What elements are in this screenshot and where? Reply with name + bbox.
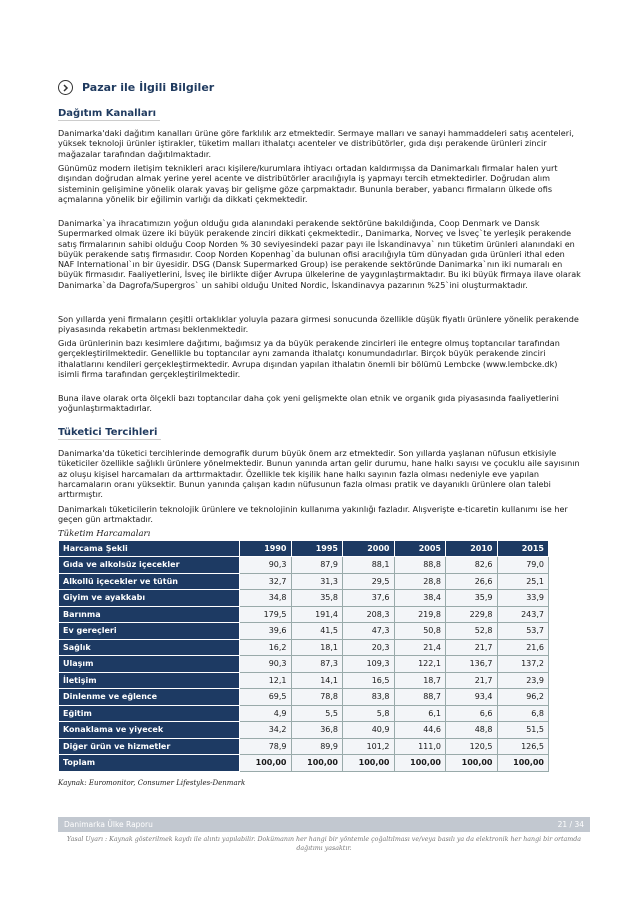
table-cell: 37,6 — [343, 590, 395, 607]
row-label: Diğer ürün ve hizmetler — [59, 738, 240, 755]
table-cell: 229,8 — [446, 606, 498, 623]
heading-dagitim: Dağıtım Kanalları — [58, 108, 157, 119]
row-label: Toplam — [59, 755, 240, 772]
table-cell: 88,8 — [394, 557, 446, 574]
paragraph: Danimarka'da tüketici tercihlerinde demografik durum büyük önem arz etmektedir. Son yıllarda yaşlanan nüfusun etkisiyle tüketiciler özellikle sağlıklı ürünlere yönelmektedir. Bunun yanında artan gelir durumu, hane halkı sayısı ve çocuklu aile sayısının az oluşu kişisel harcamaları da arttırmaktadır. Özellikle tek kişilik hane halkı sayının fazla olması nedeniyle eve yapılan harcamaların oranı yüksektir. Bunun yanında çalışan kadın nüfusunun fazla olması pratik ve dayanıklı ürünlere olan talebi arttırmıştır. — [58, 448, 580, 500]
table-cell: 100,00 — [240, 755, 292, 772]
table-cell: 21,4 — [394, 639, 446, 656]
row-label: Alkollü içecekler ve tütün — [59, 573, 240, 590]
column-header: 1990 — [240, 541, 292, 557]
report-name: Danimarka Ülke Raporu — [64, 820, 153, 829]
table-source: Kaynak: Euromonitor, Consumer Lifestyles-Denmark — [58, 779, 246, 787]
table-cell: 33,9 — [497, 590, 549, 607]
table-cell: 35,8 — [291, 590, 343, 607]
row-label: Barınma — [59, 606, 240, 623]
table-cell: 5,8 — [343, 705, 395, 722]
table-row — [59, 722, 549, 739]
table-cell: 87,9 — [291, 557, 343, 574]
table-cell: 78,9 — [240, 738, 292, 755]
paragraph: Buna ilave olarak orta ölçekli bazı toptancılar daha çok yeni gelişmekte olan etnik ve organik gıda piyasasında faaliyetlerini yoğunlaştırmaktadırlar. — [58, 393, 559, 414]
table-cell: 179,5 — [240, 606, 292, 623]
footer-bar — [58, 817, 590, 832]
table-cell: 69,5 — [240, 689, 292, 706]
table-caption: Tüketim Harcamaları — [58, 529, 151, 539]
table-row — [59, 623, 549, 640]
table-cell: 47,3 — [343, 623, 395, 640]
table-cell: 53,7 — [497, 623, 549, 640]
table-cell: 41,5 — [291, 623, 343, 640]
table-cell: 96,2 — [497, 689, 549, 706]
table-row — [59, 738, 549, 755]
table-total-row — [59, 755, 549, 772]
table-cell: 39,6 — [240, 623, 292, 640]
table-cell: 136,7 — [446, 656, 498, 673]
table-cell: 109,3 — [343, 656, 395, 673]
column-header: 2000 — [343, 541, 395, 557]
table-cell: 93,4 — [446, 689, 498, 706]
paragraph: Günümüz modern iletişim teknikleri aracı kişilere/kurumlara ihtiyacı ortadan kaldırmışsa da Danimarkalı firmalar halen yurt dışından doğrudan almak yerine yerel acente ve distribütörler aracılığıyla iş yapmayı tercih etmektedirler. Doğrudan alım sisteminin gelişimine yönelik olarak yavaş bir gelişme göze çarpmaktadır. Bununla beraber, yabancı firmaların ülkede ofis açmalarına yönelik bir eğilimin varlığı da dikkati çekmektedir. — [58, 163, 558, 204]
table-row — [59, 573, 549, 590]
table-cell: 88,7 — [394, 689, 446, 706]
table-row — [59, 606, 549, 623]
table-cell: 100,00 — [394, 755, 446, 772]
table-cell: 28,8 — [394, 573, 446, 590]
table-cell: 101,2 — [343, 738, 395, 755]
legal-notice: Yasal Uyarı : Kaynak gösterilmek kaydı ile alıntı yapılabilir. Dokümanın her hangi bir yöntemle çoğaltılması ve/veya basılı ya da elektronik her hangi bir ortamda dağıtımı yasaktır. — [66, 836, 582, 852]
table-cell: 23,9 — [497, 672, 549, 689]
table-cell: 51,5 — [497, 722, 549, 739]
table-cell: 6,1 — [394, 705, 446, 722]
table-cell: 21,7 — [446, 672, 498, 689]
table-cell: 12,1 — [240, 672, 292, 689]
table-cell: 52,8 — [446, 623, 498, 640]
row-label: Konaklama ve yiyecek — [59, 722, 240, 739]
paragraph: Gıda ürünlerinin bazı kesimlere dağıtımı, bağımsız ya da büyük perakende zincirleri ile entegre olmuş toptancılar tarafından gerçekleştirilmektedir. Genellikle bu toptancılar aynı zamanda ithalatçı konumundadırlar. Birçok büyük perakende zinciri ithalatlarını kendileri gerçekleştirmektedir. Avrupa dışından yapılan ithalatın önemli bir bölümü Lembcke (www.lembcke.dk) isimli firma tarafından gerçekleştirilmektedir. — [58, 338, 560, 379]
table-cell: 48,8 — [446, 722, 498, 739]
table-cell: 40,9 — [343, 722, 395, 739]
table-cell: 35,9 — [446, 590, 498, 607]
table-cell: 6,6 — [446, 705, 498, 722]
table-cell: 5,5 — [291, 705, 343, 722]
table-row — [59, 689, 549, 706]
row-label: Dinlenme ve eğlence — [59, 689, 240, 706]
chevron-right-circle-icon — [58, 80, 73, 95]
table-cell: 36,8 — [291, 722, 343, 739]
row-label: Ulaşım — [59, 656, 240, 673]
table-cell: 100,00 — [446, 755, 498, 772]
table-cell: 50,8 — [394, 623, 446, 640]
table-row — [59, 639, 549, 656]
table-cell: 82,6 — [446, 557, 498, 574]
table-cell: 26,6 — [446, 573, 498, 590]
table-cell: 137,2 — [497, 656, 549, 673]
table-cell: 122,1 — [394, 656, 446, 673]
table-cell: 38,4 — [394, 590, 446, 607]
table-cell: 34,8 — [240, 590, 292, 607]
table-cell: 100,00 — [291, 755, 343, 772]
table-cell: 25,1 — [497, 573, 549, 590]
column-header: 2010 — [446, 541, 498, 557]
heading-tuketici: Tüketici Tercihleri — [58, 427, 158, 438]
table-cell: 100,00 — [343, 755, 395, 772]
table-cell: 191,4 — [291, 606, 343, 623]
table-cell: 34,2 — [240, 722, 292, 739]
table-row — [59, 672, 549, 689]
column-header: Harcama Şekli — [59, 541, 240, 557]
table-row — [59, 656, 549, 673]
table-cell: 4,9 — [240, 705, 292, 722]
section-title: Pazar ile İlgili Bilgiler — [82, 81, 215, 94]
column-header: 1995 — [291, 541, 343, 557]
table-cell: 79,0 — [497, 557, 549, 574]
paragraph: Danimarkalı tüketicilerin teknolojik ürünlere ve teknolojinin kullanıma yakınlığı fazladır. Alışverişte e-ticaretin kullanımı ise her geçen gün artmaktadır. — [58, 504, 568, 525]
table-cell: 21,6 — [497, 639, 549, 656]
table-cell: 18,7 — [394, 672, 446, 689]
column-header: 2015 — [497, 541, 549, 557]
row-label: Ev gereçleri — [59, 623, 240, 640]
table-cell: 21,7 — [446, 639, 498, 656]
spending-table — [58, 540, 549, 772]
table-cell: 83,8 — [343, 689, 395, 706]
table-cell: 120,5 — [446, 738, 498, 755]
table-row — [59, 590, 549, 607]
table-cell: 111,0 — [394, 738, 446, 755]
table-cell: 29,5 — [343, 573, 395, 590]
row-label: İletişim — [59, 672, 240, 689]
table-cell: 16,5 — [343, 672, 395, 689]
paragraph: Son yıllarda yeni firmaların çeşitli ortaklıklar yoluyla pazara girmesi sonucunda özellikle düşük fiyatlı ürünlere yönelik perakende piyasasında rekabetin artması beklenmektedir. — [58, 314, 579, 335]
table-cell: 88,1 — [343, 557, 395, 574]
table-cell: 16,2 — [240, 639, 292, 656]
table-cell: 219,8 — [394, 606, 446, 623]
table-cell: 90,3 — [240, 656, 292, 673]
column-header: 2005 — [394, 541, 446, 557]
table-cell: 44,6 — [394, 722, 446, 739]
section-header — [58, 80, 214, 95]
table-cell: 78,8 — [291, 689, 343, 706]
table-cell: 14,1 — [291, 672, 343, 689]
page-number: 21 / 34 — [557, 820, 584, 829]
table-cell: 32,7 — [240, 573, 292, 590]
table-cell: 31,3 — [291, 573, 343, 590]
table-cell: 208,3 — [343, 606, 395, 623]
table-cell: 126,5 — [497, 738, 549, 755]
table-header-row — [59, 541, 549, 557]
row-label: Giyim ve ayakkabı — [59, 590, 240, 607]
paragraph: Danimarka`ya ihracatımızın yoğun olduğu gıda alanındaki perakende sektörüne bakıldığında, Coop Denmark ve Dansk Supermarked olmak üzere iki büyük perakende zinciri dikkati çekmektedir., Danimarka, Norveç ve İsveç`te yerleşik perakende satış firmalarının sahibi olduğu Coop Norden % 30 seviyesindeki pazar payı ile İskandinavya` nın tüketim ürünleri alanındaki en büyük perakende satış firmasıdır. Coop Norden Kopenhag`da bulunan ofisi aracılığıyla tüm dünyadan gıda ürünleri ithal eden NAF International`ın bir üyesidir. DSG (Dansk Supermarked Group) ise perakende sektöründe Danimarka`nın iki numaralı en büyük firmasıdır. Faaliyetlerini, İsveç ile birlikte diğer Avrupa ülkelerine de yaygınlaştırmaktadır. Bu iki büyük firmaya ilave olarak Danimarka`da Dagrofa/Supergros` un sahibi olduğu United Nordic, İskandinavya pazarının %25`ini oluşturmaktadır. — [58, 218, 581, 290]
table-cell: 90,3 — [240, 557, 292, 574]
table-cell: 89,9 — [291, 738, 343, 755]
table-row — [59, 705, 549, 722]
row-label: Eğitim — [59, 705, 240, 722]
table-cell: 6,8 — [497, 705, 549, 722]
table-cell: 18,1 — [291, 639, 343, 656]
table-cell: 87,3 — [291, 656, 343, 673]
row-label: Gıda ve alkolsüz içecekler — [59, 557, 240, 574]
row-label: Sağlık — [59, 639, 240, 656]
table-row — [59, 557, 549, 574]
table-cell: 100,00 — [497, 755, 549, 772]
table-cell: 243,7 — [497, 606, 549, 623]
paragraph: Danimarka'daki dağıtım kanalları ürüne göre farklılık arz etmektedir. Sermaye malları ve sanayi hammaddeleri satış acenteleri, yüksek teknoloji ürünler iştirakler, tüketim malları ithalatçı acenteler ve distribütörler, gıda dışı perakende ürünleri zincir mağazalar tarafından dağıtılmaktadır. — [58, 128, 574, 159]
table-cell: 20,3 — [343, 639, 395, 656]
